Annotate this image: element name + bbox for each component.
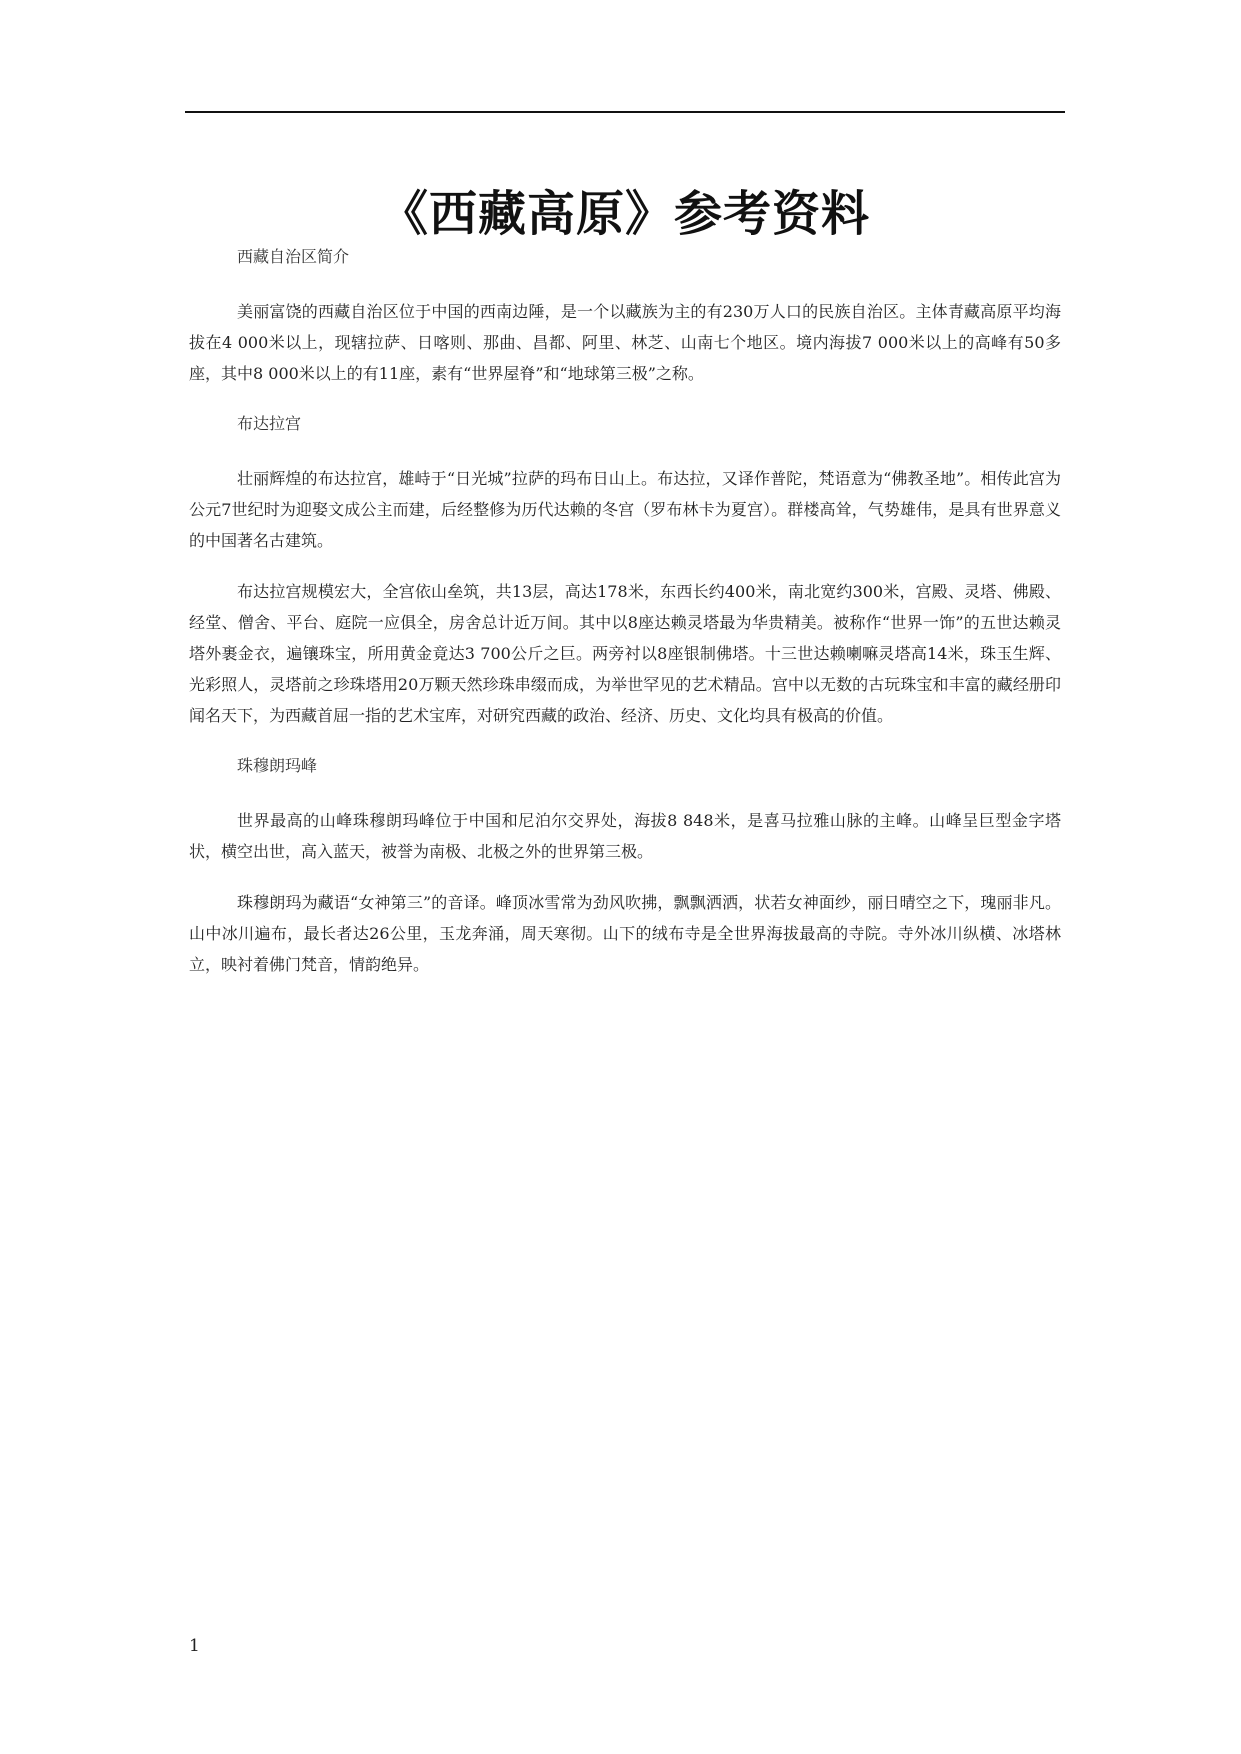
section-heading: 布达拉宫 [237,414,302,433]
document-title: 《西藏高原》参考资料 [379,186,870,243]
body-paragraph: 壮丽辉煌的布达拉宫，雄峙于“日光城”拉萨的玛布日山上。布达拉，又译作普陀，梵语意为“佛教圣地”。相传此宫为公元7世纪时为迎娶文成公主而建，后经整修为历代达赖的冬宫（罗布林卡为夏宫）。群楼高耸，气势雄伟，是具有世界意义的中国著名古建筑。 [189,469,1061,550]
section-everest [189,751,1061,980]
body-paragraph: 珠穆朗玛为藏语“女神第三”的音译。峰顶冰雪常为劲风吹拂，飘飘洒洒，状若女神面纱，丽日晴空之下，瑰丽非凡。山中冰川遍布，最长者达26公里，玉龙奔涌，周天寒彻。山下的绒布寺是全世界海拔最高的寺院。寺外冰川纵横、冰塔林立，映衬着佛门梵音，情韵绝异。 [189,893,1061,974]
page-number: 1 [189,1636,200,1656]
section-potala-palace [189,409,1061,731]
section-heading: 西藏自治区简介 [237,247,350,266]
section-heading: 珠穆朗玛峰 [237,756,318,775]
body-paragraph: 美丽富饶的西藏自治区位于中国的西南边陲，是一个以藏族为主的有230万人口的民族自治区。主体青藏高原平均海拔在4 000米以上，现辖拉萨、日喀则、那曲、昌都、阿里、林芝、山南七个地区。境内海拔7 000米以上的高峰有50多座，其中8 000米以上的有11座，素有“世界屋脊”和“地球第三极”之称。 [189,302,1061,383]
document-body [189,242,1061,1000]
header-rule [185,111,1065,113]
body-paragraph: 布达拉宫规模宏大，全宫依山垒筑，共13层，高达178米，东西长约400米，南北宽约300米，宫殿、灵塔、佛殿、经堂、僧舍、平台、庭院一应俱全，房舍总计近万间。其中以8座达赖灵塔最为华贵精美。被称作“世界一饰”的五世达赖灵塔外裹金衣，遍镶珠宝，所用黄金竟达3 700公斤之巨。两旁衬以8座银制佛塔。十三世达赖喇嘛灵塔高14米，珠玉生辉、光彩照人，灵塔前之珍珠塔用20万颗天然珍珠串缀而成，为举世罕见的艺术精品。宫中以无数的古玩珠宝和丰富的藏经册印闻名天下，为西藏首屈一指的艺术宝库，对研究西藏的政治、经济、历史、文化均具有极高的价值。 [189,582,1061,725]
body-paragraph: 世界最高的山峰珠穆朗玛峰位于中国和尼泊尔交界处，海拔8 848米，是喜马拉雅山脉的主峰。山峰呈巨型金字塔状，横空出世，高入蓝天，被誉为南极、北极之外的世界第三极。 [189,811,1061,861]
section-tibet-intro [189,242,1061,389]
